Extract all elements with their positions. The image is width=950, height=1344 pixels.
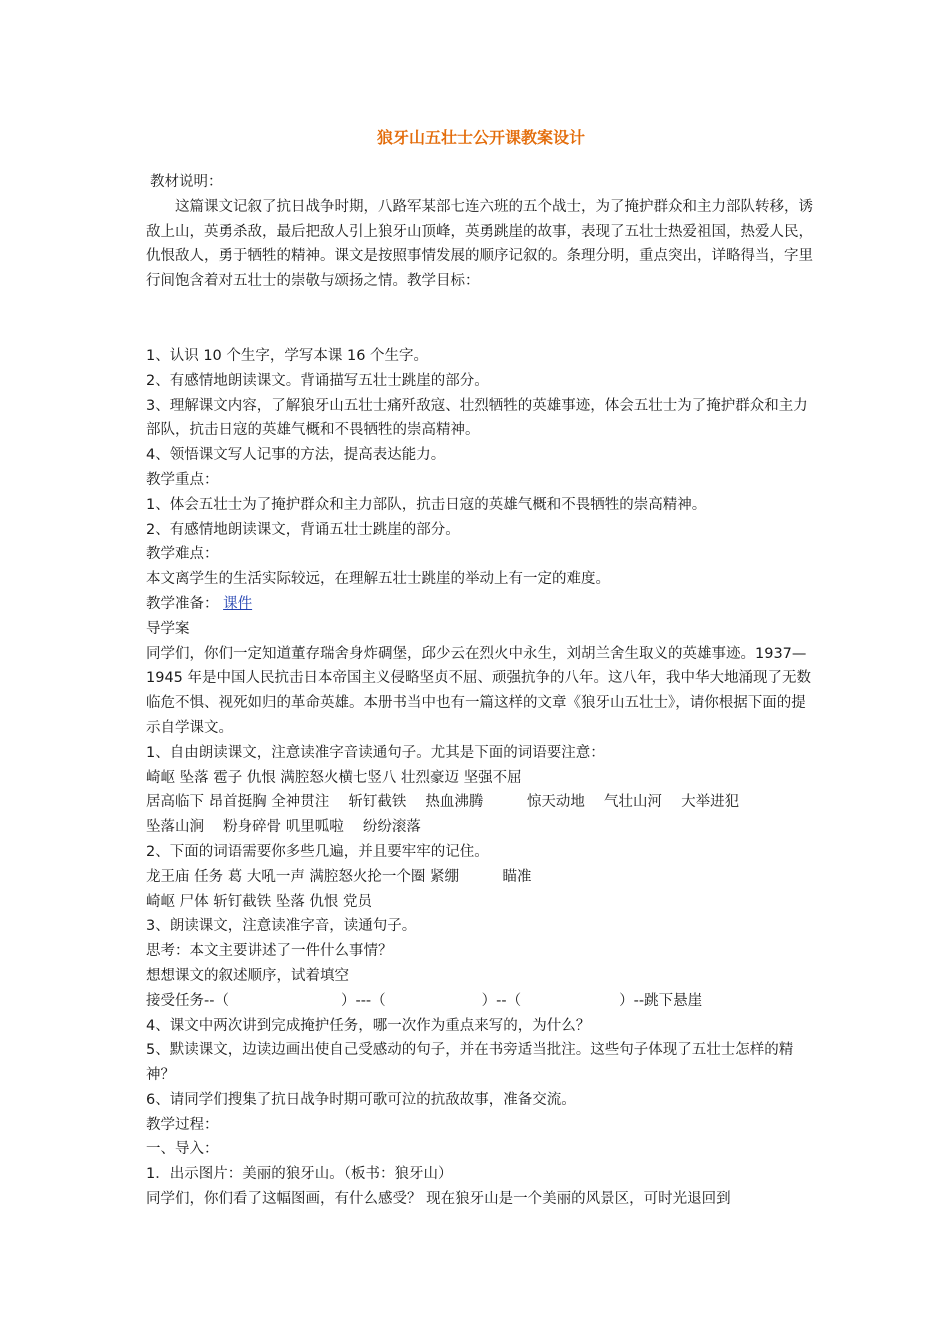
- goal-item: 1、认识 10 个生字，学写本课 16 个生字。: [146, 347, 429, 364]
- goal-item: 3、理解课文内容，了解狼牙山五壮士痛歼敌寇、壮烈牺牲的英雄事迹，体会五壮士为了掩护群众和主力部队，抗击日寇的英雄气概和不畏牺牲的崇高精神。: [146, 397, 808, 439]
- fill-blank-line: [146, 989, 816, 1014]
- word-list: 居高临下 昂首挺胸 全神贯注 斩钉截铁 热血沸腾 惊天动地 气壮山河 大举进犯: [146, 794, 740, 811]
- word-list: 坠落山涧 粉身碎骨 叽里呱啦 纷纷滚落: [146, 819, 421, 836]
- difficulty-text: 本文离学生的生活实际较远，在理解五壮士跳崖的举动上有一定的难度。: [146, 571, 610, 588]
- difficulty-label: 教学难点：: [146, 546, 219, 563]
- word-list: 崎岖 坠落 雹子 仇恨 满腔怒火横七竖八 壮烈豪迈 坚强不屈: [146, 769, 522, 786]
- section-label: 教材说明：: [150, 174, 223, 190]
- key-label: 教学重点：: [146, 471, 219, 488]
- part-1-text: 同学们，你们看了这幅图画，有什么感受？ 现在狼牙山是一个美丽的风景区，可时光退回到: [146, 1191, 731, 1208]
- goal-item: 4、领悟课文写人记事的方法，提高表达能力。: [146, 447, 446, 464]
- courseware-link[interactable]: 课件: [223, 595, 253, 612]
- part-1-item: 1．出示图片：美丽的狼牙山。（板书：狼牙山）: [146, 1166, 453, 1183]
- document-title: 狼牙山五壮士公开课教案设计: [376, 128, 585, 147]
- key-point: 2、有感情地朗读课文，背诵五壮士跳崖的部分。: [146, 521, 460, 538]
- guide-label: 导学案: [146, 620, 190, 637]
- step-1: 1、自由朗读课文，注意读准字音读通句子。尤其是下面的词语要注意：: [146, 744, 605, 761]
- fill-part: ）--跳下悬崖: [619, 992, 703, 1009]
- goal-item: 2、有感情地朗读课文。背诵描写五壮士跳崖的部分。: [146, 372, 489, 389]
- fill-part: ）---（: [340, 992, 386, 1009]
- order-prompt: 想想课文的叙述顺序，试着填空: [146, 967, 349, 984]
- word-list: 崎岖 尸体 斩钉截铁 坠落 仇恨 党员: [146, 893, 373, 910]
- think-question: 思考：本文主要讲述了一件什么事情？: [146, 943, 393, 960]
- step-5: 5、默读课文，边读边画出使自己受感动的句子，并在书旁适当批注。这些句子体现了五壮士怎样的精神？: [146, 1042, 794, 1084]
- prep-line: [146, 592, 816, 617]
- intro-paragraph: 这篇课文记叙了抗日战争时期，八路军某部七连六班的五个战士，为了掩护群众和主力部队转移，诱敌上山，英勇杀敌，最后把敌人引上狼牙山顶峰，英勇跳崖的故事，表现了五壮士热爱祖国，热爱人民，仇恨敌人，勇于牺牲的精神。课文是按照事情发展的顺序记叙的。条理分明，重点突出，详略得当，字里行间饱含着对五壮士的崇敬与颂扬之情。教学目标：: [146, 198, 813, 290]
- guide-intro: 同学们，你们一定知道董存瑞舍身炸碉堡，邱少云在烈火中永生，刘胡兰舍生取义的英雄事迹。1937—1945 年是中国人民抗击日本帝国主义侵略坚贞不屈、顽强抗争的八年。这八年，我中华大地涌现了无数临危不惧、视死如归的革命英雄。本册书当中也有一篇这样的文章《狼牙山五壮士》，请你根据下面的提示自学课文。: [146, 645, 812, 736]
- word-list: 龙王庙 任务 葛 大吼一声 满腔怒火抡一个圈 紧绷 瞄准: [146, 868, 532, 885]
- part-1-heading: 一、导入：: [146, 1141, 219, 1158]
- step-6: 6、请同学们搜集了抗日战争时期可歌可泣的抗敌故事，准备交流。: [146, 1091, 576, 1108]
- step-3: 3、朗读课文，注意读准字音，读通句子。: [146, 918, 417, 935]
- document-page: [146, 120, 816, 1212]
- process-label: 教学过程：: [146, 1116, 219, 1133]
- fill-part: ）--（: [481, 992, 522, 1009]
- step-4: 4、课文中两次讲到完成掩护任务，哪一次作为重点来写的，为什么？: [146, 1017, 591, 1034]
- prep-label: 教学准备：: [146, 595, 219, 612]
- fill-part: 接受任务--（: [146, 992, 229, 1009]
- key-point: 1、体会五壮士为了掩护群众和主力部队，抗击日寇的英雄气概和不畏牺牲的崇高精神。: [146, 496, 707, 513]
- step-2: 2、下面的词语需要你多些几遍，并且要牢牢的记住。: [146, 843, 489, 860]
